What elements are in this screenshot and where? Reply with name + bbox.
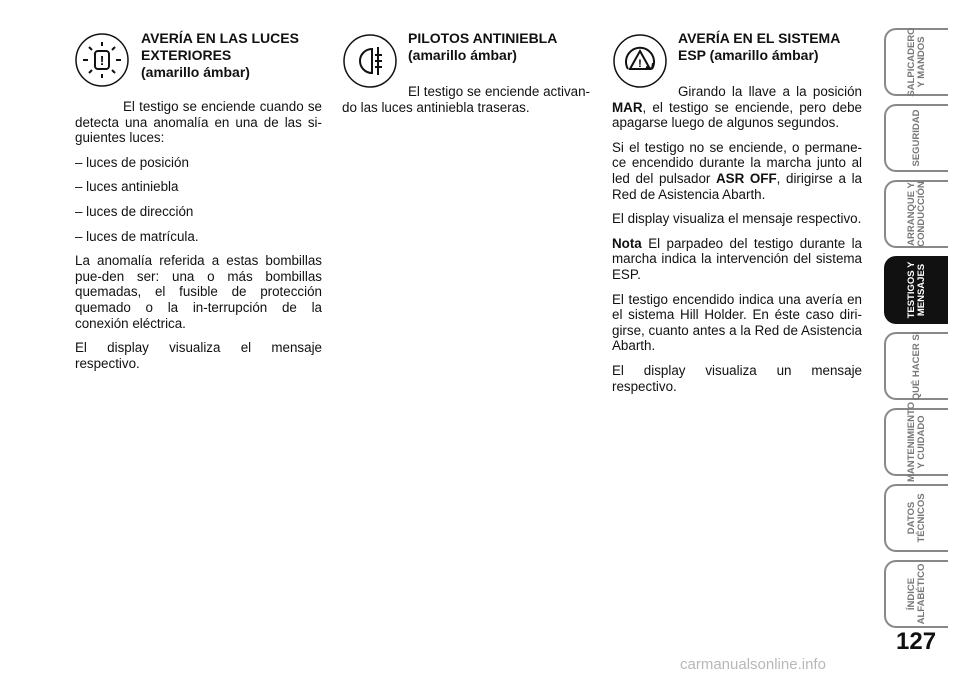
paragraph: El display visualiza un mensaje respectivo. <box>612 362 862 394</box>
tab-salpicadero[interactable]: SALPICADERO Y MANDOS <box>884 28 948 96</box>
list-item: – luces antiniebla <box>75 179 179 195</box>
paragraph: Nota El parpadeo del testigo durante la marcha indica la intervención del sistema ESP. <box>612 235 862 282</box>
paragraph: Si el testigo no se enciende, o permane-ce encendido durante la marcha junto al led del pulsador ASR OFF, dirigirse a la Red de Asistencia Abarth. <box>612 139 862 202</box>
list-item: – luces de matrícula. <box>75 228 199 244</box>
list-item: – luces de dirección <box>75 203 194 219</box>
section-header <box>612 30 862 70</box>
tab-seguridad[interactable]: SEGURIDAD <box>884 104 948 172</box>
section-esp-fault <box>612 30 862 403</box>
rear-fog-light-icon <box>342 33 398 89</box>
tab-indice[interactable]: ÍNDICE ALFABÉTICO <box>884 560 948 628</box>
section-header <box>75 30 322 81</box>
page-number: 127 <box>896 628 937 655</box>
tab-testigos[interactable]: TESTIGOS Y MENSAJES <box>884 256 948 324</box>
tab-que-hacer[interactable]: QUÉ HACER SI <box>884 332 948 400</box>
paragraph: El testigo se enciende cuando se detecta una anomalía en una de las si-guientes luces: <box>75 99 322 146</box>
section-header <box>342 30 590 64</box>
paragraph: El testigo encendido indica una avería en el sistema Hill Holder. En éste caso diri-girse, cuanto antes a la Red de Asistencia Abarth. <box>612 291 862 354</box>
section-exterior-lights-fault <box>75 30 322 380</box>
paragraph: El display visualiza el mensaje respectivo. <box>75 340 322 371</box>
paragraph: La anomalía referida a estas bombillas pue-den ser: una o más bombillas quemadas, el fusible de protección quemado o la in-terrupción de la conexión eléctrica. <box>75 253 322 331</box>
exterior-lights-fault-icon <box>75 32 131 88</box>
section-title: AVERÍA EN LAS LUCES EXTERIORES (amarillo ámbar) <box>141 30 299 80</box>
watermark: carmanualsonline.info <box>680 656 826 673</box>
svg-text:!: ! <box>638 58 642 70</box>
paragraph: El testigo se enciende activan-do las luces antiniebla traseras. <box>342 84 590 115</box>
section-title: PILOTOS ANTINIEBLA (amarillo ámbar) <box>408 30 558 63</box>
list-item: – luces de posición <box>75 154 189 170</box>
tab-mantenimiento[interactable]: MANTENIMIENTO Y CUIDADO <box>884 408 948 476</box>
tab-datos[interactable]: DATOS TÉCNICOS <box>884 484 948 552</box>
paragraph: Girando la llave a la posición MAR, el testigo se enciende, pero debe apagarse luego de algunos segundos. <box>612 84 862 131</box>
esp-warning-icon <box>612 33 668 89</box>
paragraph: El display visualiza el mensaje respectivo. <box>612 211 862 227</box>
section-rear-fog-lights <box>342 30 590 124</box>
tab-arranque[interactable]: ARRANQUE Y CONDUCCIÓN <box>884 180 948 248</box>
svg-text:!: ! <box>99 53 105 68</box>
section-title: AVERÍA EN EL SISTEMA ESP (amarillo ámbar) <box>678 30 841 63</box>
